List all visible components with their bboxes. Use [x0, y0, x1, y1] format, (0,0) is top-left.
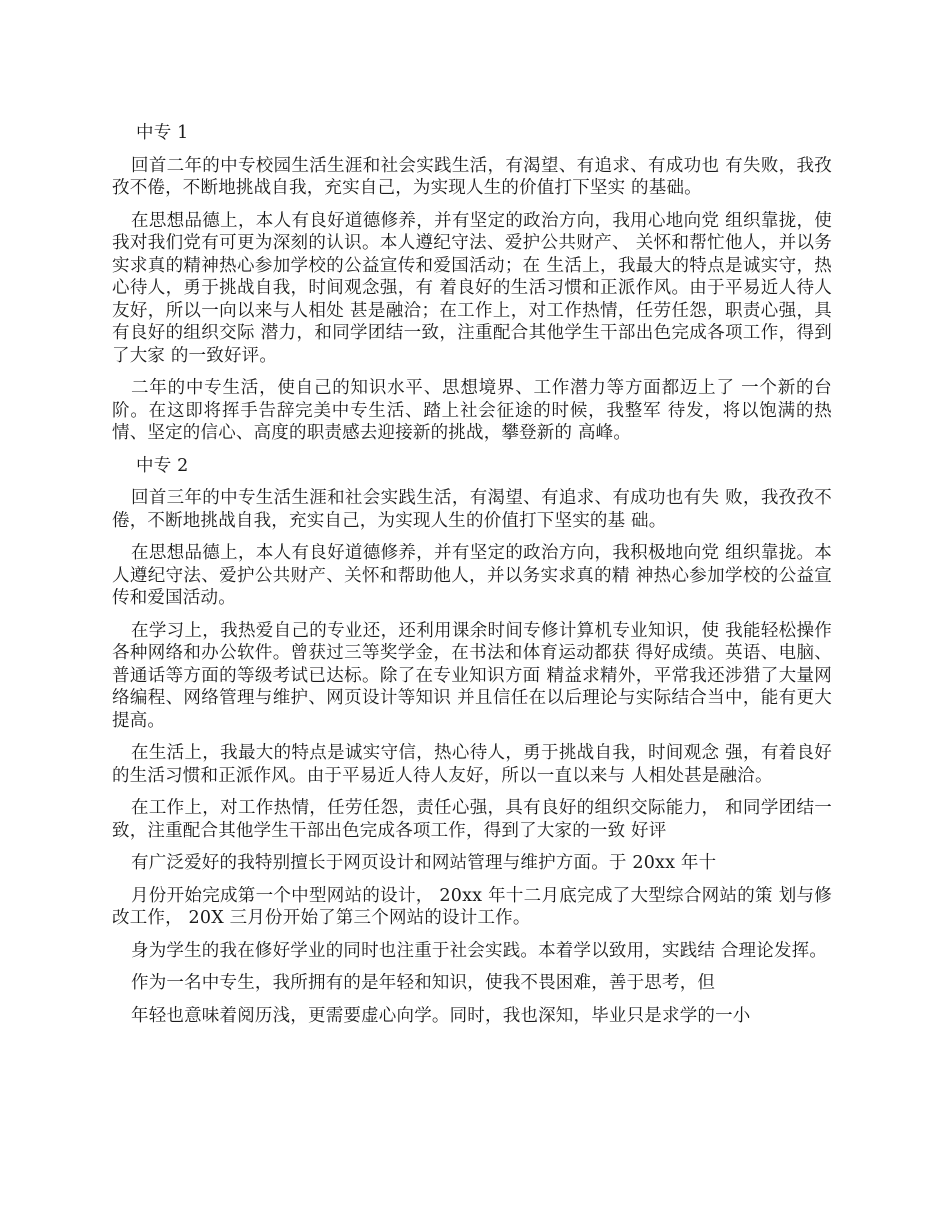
paragraph: 在工作上，对工作热情，任劳任怨，责任心强，具有良好的组织交际能力， 和同学团结一致，注重配合其他学生干部出色完成各项工作，得到了大家的一致 好评 [112, 798, 832, 841]
paragraph: 年轻也意味着阅历浅，更需要虚心向学。同时，我也深知，毕业只是求学的一小 [131, 1005, 751, 1026]
paragraph: 有广泛爱好的我特别擅长于网页设计和网站管理与维护方面。于 20xx 年十 [131, 853, 717, 873]
paragraph: 作为一名中专生，我所拥有的是年轻和知识，使我不畏困难，善于思考，但 [131, 973, 716, 993]
paragraph: 回首二年的中专校园生活生涯和社会实践生活，有渴望、有追求、有成功也 有失败，我孜孜不倦，不断地挑战自我，充实自己，为实现人生的价值打下坚实 的基础。 [112, 155, 832, 198]
paragraph: 回首三年的中专生活生涯和社会实践生活，有渴望、有追求、有成功也有失 败，我孜孜不倦，不断地挑战自我，充实自己，为实现人生的价值打下坚实的基 础。 [112, 488, 832, 531]
paragraph: 在思想品德上，本人有良好道德修养，并有坚定的政治方向，我积极地向党 组织靠拢。本人遵纪守法、爱护公共财产、关怀和帮助他人，并以务实求真的精 神热心参加学校的公益宣传和爱国活动。 [112, 543, 832, 608]
paragraph: 月份开始完成第一个中型网站的设计， 20xx 年十二月底完成了大型综合网站的策 划与修改工作， 20X 三月份开始了第三个网站的设计工作。 [112, 885, 832, 928]
paragraph: 身为学生的我在修好学业的同时也注重于社会实践。本着学以致用，实践结 合理论发挥。 [131, 940, 828, 961]
paragraph: 在学习上，我热爱自己的专业还，还利用课余时间专修计算机专业知识，使 我能轻松操作各种网络和办公软件。曾获过三等奖学金，在书法和体育运动都获 得好成绩。英语、电脑、普通话等方面的等级考试已达标。除了在专业知识方面 精益求精外，平常我还涉猎了大量网络编程、网络管理与维护、网页设计等知识 并且信任在以后理论与实际结合当中，能有更大提高。 [112, 620, 832, 731]
section-heading: 中专 1 [136, 123, 189, 143]
paragraph: 二年的中专生活，使自己的知识水平、思想境界、工作潜力等方面都迈上了 一个新的台阶。在这即将挥手告辞完美中专生活、踏上社会征途的时候，我整军 待发，将以饱满的热情、坚定的信心、高度的职责感去迎接新的挑战，攀登新的 高峰。 [112, 378, 832, 443]
paragraph: 在思想品德上，本人有良好道德修养，并有坚定的政治方向，我用心地向党 组织靠拢，使我对我们党有可更为深刻的认识。本人遵纪守法、爱护公共财产、 关怀和帮忙他人，并以务实求真的精神热心参加学校的公益宣传和爱国活动；在 生活上，我最大的特点是诚实守，热心待人，勇于挑战自我，时间观念强，有 着良好的生活习惯和正派作风。由于平易近人待人友好，所以一向以来与人相处 甚是融洽；在工作上，对工作热情，任劳任怨，职责心强，具有良好的组织交际 潜力，和同学团结一致，注重配合其他学生干部出色完成各项工作，得到了大家 的一致好评。 [112, 210, 832, 366]
document-body [112, 122, 832, 1037]
paragraph: 在生活上，我最大的特点是诚实守信，热心待人，勇于挑战自我，时间观念 强，有着良好的生活习惯和正派作风。由于平易近人待人友好，所以一直以来与 人相处甚是融洽。 [112, 743, 832, 786]
section-heading: 中专 2 [136, 455, 189, 476]
